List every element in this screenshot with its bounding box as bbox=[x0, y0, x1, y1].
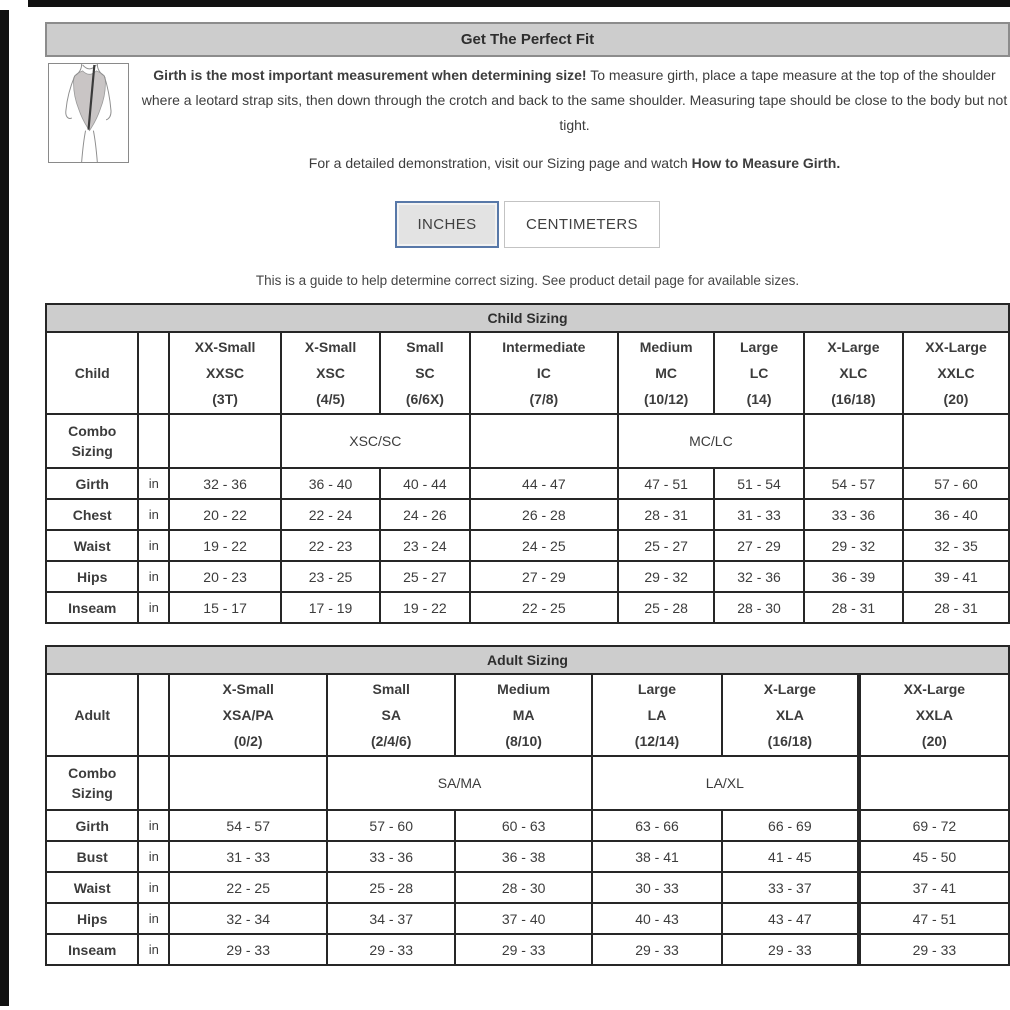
column-header-xx-large: XX-Large XXLC (20) bbox=[903, 332, 1009, 414]
adult-waist-row: Waist in 22 - 25 25 - 28 28 - 30 30 - 33 33 - 37 37 - 41 bbox=[46, 872, 1009, 903]
adult-inseam-row: Inseam in 29 - 33 29 - 33 29 - 33 29 - 33 29 - 33 29 - 33 bbox=[46, 934, 1009, 965]
column-header-x-large: X-Large XLA (16/18) bbox=[722, 674, 859, 756]
column-header-xx-small: XX-Small XXSC (3T) bbox=[169, 332, 281, 414]
window-edge-left bbox=[0, 10, 9, 1006]
column-header-medium: Medium MA (8/10) bbox=[455, 674, 592, 756]
child-table-title: Child Sizing bbox=[46, 304, 1009, 332]
adult-row-header: Adult bbox=[46, 674, 138, 756]
column-header-x-small: X-Small XSC (4/5) bbox=[281, 332, 380, 414]
adult-girth-row: Girth in 54 - 57 57 - 60 60 - 63 63 - 66 66 - 69 69 - 72 bbox=[46, 810, 1009, 841]
column-header-small: Small SA (2/4/6) bbox=[327, 674, 455, 756]
demo-bold: How to Measure Girth. bbox=[691, 155, 841, 171]
column-header-x-large: X-Large XLC (16/18) bbox=[804, 332, 903, 414]
child-girth-row: Girth in 32 - 36 36 - 40 40 - 44 44 - 47 47 - 51 51 - 54 54 - 57 57 - 60 bbox=[46, 468, 1009, 499]
column-header-medium: Medium MC (10/12) bbox=[618, 332, 714, 414]
unit-toggle bbox=[45, 201, 1010, 248]
girth-intro-text-column bbox=[129, 62, 1010, 171]
page-title: Get The Perfect Fit bbox=[45, 22, 1010, 57]
child-combo-row bbox=[46, 414, 1009, 468]
column-header-large: Large LC (14) bbox=[714, 332, 804, 414]
adult-table-title: Adult Sizing bbox=[46, 646, 1009, 674]
girth-instructions-bold: Girth is the most important measurement when determining size! bbox=[153, 67, 587, 83]
child-header-row bbox=[46, 332, 1009, 414]
column-header-x-small: X-Small XSA/PA (0/2) bbox=[169, 674, 327, 756]
adult-hips-row: Hips in 32 - 34 34 - 37 37 - 40 40 - 43 43 - 47 47 - 51 bbox=[46, 903, 1009, 934]
adult-header-row bbox=[46, 674, 1009, 756]
combo-cell-sa-ma: SA/MA bbox=[327, 756, 592, 810]
child-waist-row: Waist in 19 - 22 22 - 23 23 - 24 24 - 25 25 - 27 27 - 29 29 - 32 32 - 35 bbox=[46, 530, 1009, 561]
child-row-header: Child bbox=[46, 332, 138, 414]
combo-cell-mc-lc: MC/LC bbox=[618, 414, 804, 468]
child-inseam-row: Inseam in 15 - 17 17 - 19 19 - 22 22 - 25 25 - 28 28 - 30 28 - 31 28 - 31 bbox=[46, 592, 1009, 623]
column-header-large: Large LA (12/14) bbox=[592, 674, 722, 756]
adult-sizing-table bbox=[45, 645, 1010, 966]
sizing-note: This is a guide to help determine correct sizing. See product detail page for available sizes. bbox=[255, 273, 800, 288]
girth-measurement-illustration bbox=[48, 63, 129, 163]
girth-instructions bbox=[139, 63, 1010, 138]
combo-sizing-label: Combo Sizing bbox=[46, 756, 138, 810]
column-header-intermediate: Intermediate IC (7/8) bbox=[470, 332, 618, 414]
unit-column-header bbox=[138, 674, 169, 756]
column-header-small: Small SC (6/6X) bbox=[380, 332, 470, 414]
demo-instructions bbox=[139, 155, 1010, 171]
sizing-guide-page bbox=[45, 0, 1010, 966]
girth-instructions-rest: To measure girth, place a tape measure at the top of the shoulder where a leotard strap sits, then down through the crotch and back to the same shoulder. Measuring tape should be close to the body but not tight. bbox=[141, 67, 1008, 133]
combo-cell-xsc-sc: XSC/SC bbox=[281, 414, 470, 468]
adult-combo-row bbox=[46, 756, 1009, 810]
child-hips-row: Hips in 20 - 23 23 - 25 25 - 27 27 - 29 29 - 32 32 - 36 36 - 39 39 - 41 bbox=[46, 561, 1009, 592]
unit-column-header bbox=[138, 332, 169, 414]
demo-prefix: For a detailed demonstration, visit our Sizing page and watch bbox=[308, 155, 692, 171]
child-chest-row: Chest in 20 - 22 22 - 24 24 - 26 26 - 28 28 - 31 31 - 33 33 - 36 36 - 40 bbox=[46, 499, 1009, 530]
centimeters-button[interactable]: CENTIMETERS bbox=[504, 201, 660, 248]
inches-button[interactable]: INCHES bbox=[395, 201, 499, 248]
combo-sizing-label: Combo Sizing bbox=[46, 414, 138, 468]
column-header-xx-large: XX-Large XXLA (20) bbox=[859, 674, 1009, 756]
girth-intro-section bbox=[45, 62, 1010, 171]
leotard-figure-icon bbox=[49, 64, 128, 162]
child-sizing-table bbox=[45, 303, 1010, 624]
combo-cell-la-xl: LA/XL bbox=[592, 756, 859, 810]
adult-bust-row: Bust in 31 - 33 33 - 36 36 - 38 38 - 41 41 - 45 45 - 50 bbox=[46, 841, 1009, 872]
